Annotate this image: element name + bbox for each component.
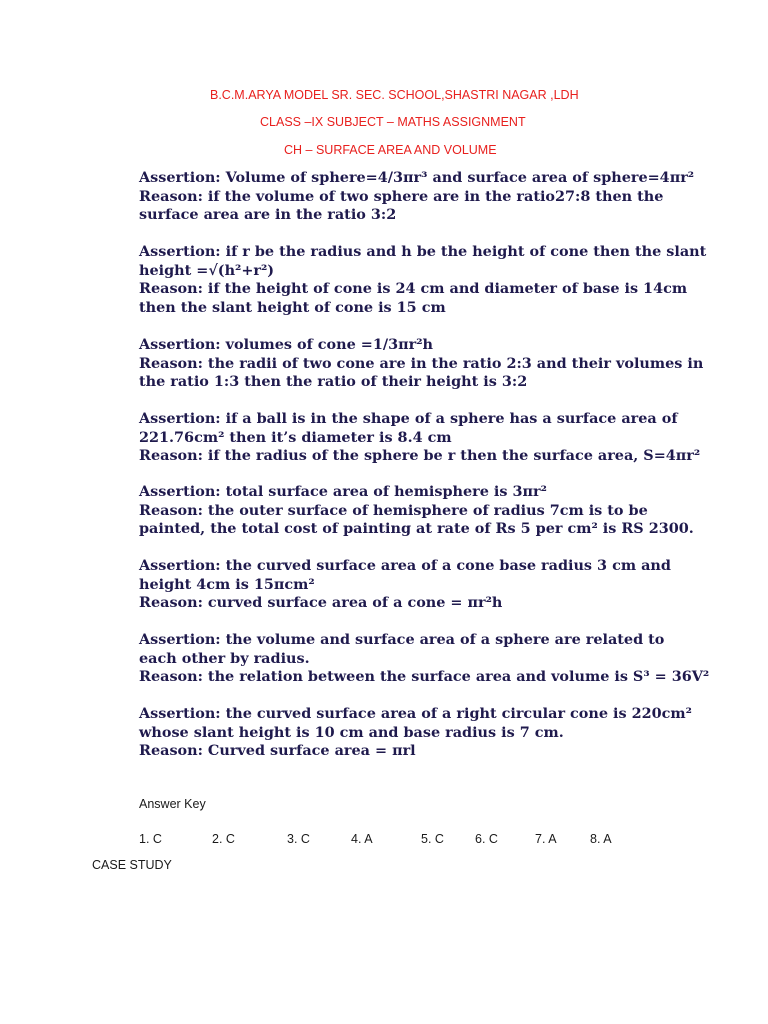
question-line: Assertion: if r be the radius and h be the height of cone then the slant [139,243,707,260]
answer-item: 7. A [535,832,557,846]
question-line: Reason: curved surface area of a cone = πr²h [139,594,503,612]
question-block-5 [139,483,699,539]
question-line: Assertion: total surface area of hemisphere is 3πr² [139,483,547,500]
question-line: Reason: the relation between the surface area and volume is S³ = 36V² [139,668,710,686]
question-line: Reason: the outer surface of hemisphere of radius 7cm is to be [139,501,648,519]
question-block-3 [139,336,704,392]
question-block-1 [139,169,699,225]
question-block-8 [139,705,699,761]
case-study-heading: CASE STUDY [92,858,172,872]
answer-item: 1. C [139,832,162,846]
answer-item: 5. C [421,832,444,846]
answer-item: 8. A [590,832,612,846]
answer-key-row [139,832,659,848]
answer-key-title: Answer Key [139,797,206,811]
question-line: 221.76cm² then it’s diameter is 8.4 cm [139,428,452,446]
answer-item: 4. A [351,832,373,846]
question-line: Assertion: volumes of cone =1/3πr²h [139,336,433,353]
question-line: Reason: the radii of two cone are in the ratio 2:3 and their volumes in [139,354,704,372]
question-block-6 [139,557,699,613]
question-line: Reason: if the radius of the sphere be r then the surface area, S=4πr² [139,447,701,465]
question-line: Assertion: the curved surface area of a right circular cone is 220cm² [139,705,692,722]
question-line: whose slant height is 10 cm and base radius is 7 cm. [139,723,564,741]
question-block-7 [139,631,710,687]
question-line: Reason: if the volume of two sphere are in the ratio27:8 then the [139,187,664,205]
question-line: Assertion: Volume of sphere=4/3πr³ and surface area of sphere=4πr² [139,169,695,186]
question-line: Assertion: the curved surface area of a cone base radius 3 cm and [139,557,671,574]
question-line: Assertion: the volume and surface area of a sphere are related to [139,631,665,648]
chapter-title: CH – SURFACE AREA AND VOLUME [284,143,497,157]
question-line: painted, the total cost of painting at rate of Rs 5 per cm² is RS 2300. [139,520,694,538]
class-subject: CLASS –IX SUBJECT – MATHS ASSIGNMENT [260,115,526,129]
question-line: Reason: if the height of cone is 24 cm and diameter of base is 14cm [139,280,688,298]
question-line: each other by radius. [139,649,310,667]
question-line: height =√(h²+r²) [139,261,275,279]
answer-item: 3. C [287,832,310,846]
school-name: B.C.M.ARYA MODEL SR. SEC. SCHOOL,SHASTRI NAGAR ,LDH [210,88,579,102]
question-block-4 [139,410,699,466]
question-block-2 [139,243,707,317]
question-line: Assertion: if a ball is in the shape of a sphere has a surface area of [139,410,678,427]
question-line: the ratio 1:3 then the ratio of their height is 3:2 [139,373,528,391]
answer-item: 6. C [475,832,498,846]
answer-item: 2. C [212,832,235,846]
question-line: Reason: Curved surface area = πrl [139,742,416,760]
question-line: then the slant height of cone is 15 cm [139,298,446,316]
question-line: surface area are in the ratio 3:2 [139,206,397,224]
question-line: height 4cm is 15πcm² [139,575,315,593]
